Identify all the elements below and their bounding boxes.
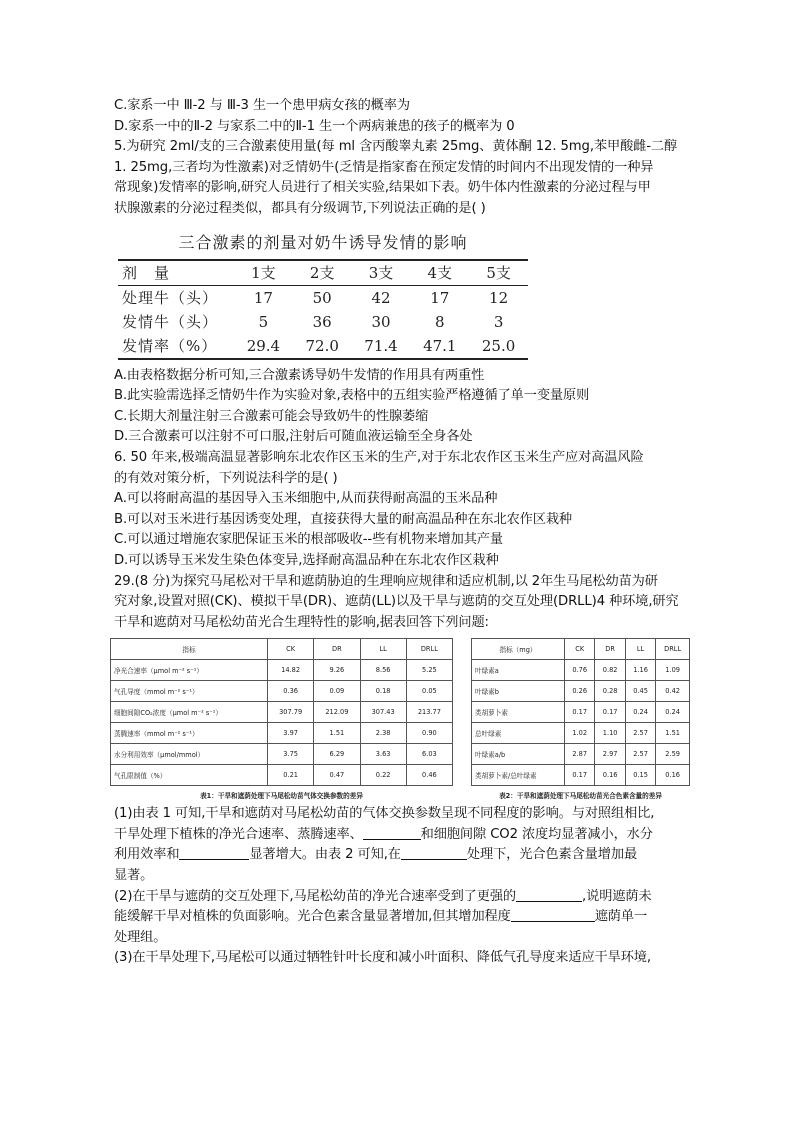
table-header-row xyxy=(118,260,528,286)
table-cell: 3.63 xyxy=(360,744,406,765)
table-cell: 0.82 xyxy=(595,660,625,681)
table-row xyxy=(118,310,528,334)
header-cell: LL xyxy=(360,639,406,660)
text-line: D.可以诱导玉米发生染色体变异,选择耐高温品种在东北农作区栽种 xyxy=(114,552,499,568)
table-cell: 29.4 xyxy=(234,334,293,359)
table-cell: 0.16 xyxy=(656,765,690,786)
text-line: A.可以将耐高温的基因导入玉米细胞中,从而获得耐高温的玉米品种 xyxy=(114,491,498,507)
text-line: 常现象)发情率的影响,研究人员进行了相关实验,结果如下表。奶牛体内性激素的分泌过程与甲 xyxy=(114,180,651,196)
table-cell: 0.18 xyxy=(360,681,406,702)
table-cell: 0.46 xyxy=(406,765,452,786)
text-line: 干旱和遮荫对马尾松幼苗光合生理特性的影响,据表回答下列问题: xyxy=(114,614,489,630)
text-line: (3)在干旱处理下,马尾松可以通过牺牲针叶长度和减小叶面积、降低气孔导度来适应干旱环境, xyxy=(114,950,651,966)
table-cell: 0.17 xyxy=(565,765,595,786)
text-line: 5.为研究 2ml/支的三合激素使用量(每 ml 含丙酸睾丸素 25mg、黄体酮 12. 5mg,苯甲酸雌-二醇 xyxy=(114,139,678,155)
table-cell: 30 xyxy=(371,312,391,331)
table-cell: 17 xyxy=(430,288,450,307)
text-line: 的有效对策分析，下列说法科学的是( ) xyxy=(114,470,338,486)
text-line: C.可以通过增施农家肥保证玉米的根部吸收--些有机物来增加其产量 xyxy=(114,532,503,548)
table-cell: 0.28 xyxy=(595,681,625,702)
row-label: 叶绿素a/b xyxy=(472,744,565,765)
hormone-dose-table xyxy=(118,230,528,360)
text-line xyxy=(114,887,684,908)
answer-blank[interactable] xyxy=(516,887,582,902)
table-cell: 307.79 xyxy=(268,702,314,723)
table-cell: 0.21 xyxy=(268,765,314,786)
header-cell: 指标（mg） xyxy=(472,639,565,660)
text-line: B.此实验需选择乏情奶牛作为实验对象,表格中的五组实验严格遵循了单一变量原则 xyxy=(114,388,590,404)
table-cell: 0.76 xyxy=(565,660,595,681)
table-row xyxy=(118,285,528,310)
text-segment: 遮荫单一 xyxy=(594,909,648,925)
table-cell: 71.4 xyxy=(352,334,411,359)
table-cell: 25.0 xyxy=(469,334,528,359)
text-line: 处理组。 xyxy=(114,929,167,945)
table-caption: 表2：干旱和遮荫处理下马尾松幼苗光合色素含量的差异 xyxy=(499,792,662,801)
table-header-row xyxy=(472,639,690,660)
text-line: 29.(8 分)为探究马尾松对干旱和遮荫胁迫的生理响应规律和适应机制,以 2年生马尾松幼苗为研 xyxy=(114,573,658,589)
text-segment: 显著增大。由表 2 可知,在 xyxy=(249,847,401,863)
text-line: 究对象,设置对照(CK)、模拟干旱(DR)、遮荫(LL)以及干旱与遮荫的交互处理(DRLL)4 种环境,研究 xyxy=(114,594,679,610)
answer-blank[interactable] xyxy=(511,907,595,922)
table-cell: 5 xyxy=(258,312,269,331)
text-line xyxy=(114,845,684,866)
header-cell: 1支 xyxy=(234,260,293,286)
table-cell: 0.15 xyxy=(625,765,655,786)
text-line xyxy=(114,907,684,928)
table-row xyxy=(472,765,690,786)
table-cell: 8.56 xyxy=(360,660,406,681)
table-cell: 307.43 xyxy=(360,702,406,723)
table-cell: 0.22 xyxy=(360,765,406,786)
row-label: 类胡萝卜素/总叶绿素 xyxy=(472,765,565,786)
table-cell: 0.09 xyxy=(314,681,360,702)
text-line xyxy=(114,825,684,846)
table-cell: 6.29 xyxy=(314,744,360,765)
table-row xyxy=(111,702,453,723)
table-cell: 3.97 xyxy=(268,723,314,744)
document-page xyxy=(114,96,684,969)
text-line: A.由表格数据分析可知,三合激素诱导奶牛发情的作用具有两重性 xyxy=(114,367,485,383)
row-label: 处理牛（头） xyxy=(122,289,219,308)
header-cell: 剂 量 xyxy=(118,260,234,286)
text-segment: 利用效率和 xyxy=(114,847,180,863)
table-cell: 2.57 xyxy=(625,744,655,765)
table-row xyxy=(472,744,690,765)
table-cell: 0.17 xyxy=(565,702,595,723)
table-cell: 1.51 xyxy=(314,723,360,744)
text-line: 6. 50 年来,极端高温显著影响东北农作区玉米的生产,对于东北农作区玉米生产应对高温风险 xyxy=(114,449,644,465)
text-segment: 和细胞间隙 CO2 浓度均显著减小，水分 xyxy=(420,826,653,842)
pigment-table xyxy=(471,638,690,800)
text-line: C.长期大剂量注射三合激素可能会导致奶牛的性腺萎缩 xyxy=(114,408,429,424)
table-cell: 72.0 xyxy=(293,334,352,359)
table-cell: 0.45 xyxy=(625,681,655,702)
header-cell: CK xyxy=(565,639,595,660)
table-cell: 6.03 xyxy=(406,744,452,765)
data-tables xyxy=(110,638,690,800)
table-row xyxy=(472,681,690,702)
questions xyxy=(114,804,684,969)
table-cell: 2.97 xyxy=(595,744,625,765)
header-cell: 4支 xyxy=(410,260,469,286)
table-row xyxy=(118,334,528,359)
table-cell: 3 xyxy=(493,312,504,331)
header-cell: DR xyxy=(595,639,625,660)
table-cell: 3.75 xyxy=(268,744,314,765)
table-row xyxy=(111,723,453,744)
text-line: D.三合激素可以注射不可口服,注射后可随血液运输至全身各处 xyxy=(114,429,473,445)
row-label: 气孔限制值（%） xyxy=(111,765,268,786)
table-header-row xyxy=(111,639,453,660)
text-line: D.家系一中的Ⅱ-2 与家系二中的Ⅱ-1 生一个两病兼患的孩子的概率为 0 xyxy=(114,118,515,134)
table-row xyxy=(472,723,690,744)
text-segment: (2)在干旱与遮荫的交互处理下,马尾松幼苗的净光合速率受到了更强的 xyxy=(114,888,517,904)
table-cell: 1.02 xyxy=(565,723,595,744)
text-line: C.家系一中 Ⅲ-2 与 Ⅲ-3 生一个患甲病女孩的概率为 xyxy=(114,98,410,113)
answer-blank[interactable] xyxy=(363,825,421,840)
row-label: 发情率（%） xyxy=(118,334,234,359)
table-cell: 0.05 xyxy=(406,681,452,702)
text-segment: 处理下，光合色素含量增加最 xyxy=(466,847,638,863)
table-cell: 0.47 xyxy=(314,765,360,786)
text-segment: 干旱处理下植株的净光合速率、蒸腾速率、 xyxy=(114,826,363,842)
table-cell: 0.90 xyxy=(406,723,452,744)
text-line: 显著。 xyxy=(114,868,154,884)
table-cell: 0.16 xyxy=(595,765,625,786)
row-label: 气孔导度（mmol m⁻² s⁻¹） xyxy=(111,681,268,702)
text-segment: ,说明遮荫未 xyxy=(582,888,652,904)
row-label: 叶绿素a xyxy=(472,660,565,681)
text-line: B.可以对玉米进行基因诱变处理，直接获得大量的耐高温品种在东北农作区栽种 xyxy=(114,511,573,527)
table-cell: 0.17 xyxy=(595,702,625,723)
table-cell: 0.26 xyxy=(565,681,595,702)
row-label: 类胡萝卜素 xyxy=(472,702,565,723)
table-row xyxy=(111,681,453,702)
table-row xyxy=(111,660,453,681)
table-cell: 1.10 xyxy=(595,723,625,744)
table-cell: 1.09 xyxy=(656,660,690,681)
table-cell: 1.51 xyxy=(656,723,690,744)
table-cell: 36 xyxy=(312,312,332,331)
header-cell: DRLL xyxy=(656,639,690,660)
table-cell: 2.87 xyxy=(565,744,595,765)
table-cell: 12 xyxy=(489,288,509,307)
table-cell: 0.42 xyxy=(656,681,690,702)
table-row xyxy=(111,744,453,765)
table-cell: 9.26 xyxy=(314,660,360,681)
gas-exchange-table xyxy=(110,638,453,800)
header-cell: LL xyxy=(625,639,655,660)
table-cell: 2.38 xyxy=(360,723,406,744)
header-cell: 5支 xyxy=(469,260,528,286)
table-cell: 0.24 xyxy=(625,702,655,723)
text-line: 状腺激素的分泌过程类似，都具有分级调节,下列说法正确的是( ) xyxy=(114,200,486,216)
header-cell: 2支 xyxy=(293,260,352,286)
header-cell: 指标 xyxy=(111,639,268,660)
table-cell: 50 xyxy=(312,288,332,307)
row-label: 细胞间隙CO₂浓度（μmol m⁻² s⁻¹） xyxy=(111,702,268,723)
header-cell: CK xyxy=(268,639,314,660)
table-caption: 三合激素的剂量对奶牛诱导发情的影响 xyxy=(178,232,468,252)
table-cell: 212.09 xyxy=(314,702,360,723)
header-cell: 3支 xyxy=(352,260,411,286)
table-cell: 47.1 xyxy=(410,334,469,359)
table-caption: 表1：干旱和遮荫处理下马尾松幼苗气体交换参数的差异 xyxy=(200,792,363,801)
answer-blank[interactable] xyxy=(179,845,249,860)
text-line: 1. 25mg,三者均为性激素)对乏情奶牛(乏情是指家畜在预定发情的时间内不出现发情的一种异 xyxy=(114,159,654,175)
text-segment: 能缓解干旱对植株的负面影响。光合色素含量显著增加,但其增加程度 xyxy=(114,909,511,925)
header-cell: DR xyxy=(314,639,360,660)
table-cell: 1.16 xyxy=(625,660,655,681)
header-cell: DRLL xyxy=(406,639,452,660)
table-cell: 213.77 xyxy=(406,702,452,723)
row-label: 净光合速率（μmol m⁻² s⁻¹） xyxy=(111,660,268,681)
table-cell: 8 xyxy=(435,312,445,331)
row-label: 叶绿素b xyxy=(472,681,565,702)
table-row xyxy=(111,765,453,786)
row-label: 发情牛（头） xyxy=(122,313,219,332)
table-cell: 17 xyxy=(253,288,273,307)
row-label: 水分利用效率（μmol/mmol） xyxy=(111,744,268,765)
table-cell: 42 xyxy=(371,288,391,307)
table-cell: 5.25 xyxy=(406,660,452,681)
table-row xyxy=(472,660,690,681)
row-label: 总叶绿素 xyxy=(472,723,565,744)
table-cell: 14.82 xyxy=(268,660,314,681)
table-cell: 0.36 xyxy=(268,681,314,702)
table-cell: 2.57 xyxy=(625,723,655,744)
mid-text xyxy=(114,366,684,634)
text-line: (1)由表 1 可知,干旱和遮荫对马尾松幼苗的气体交换参数呈现不同程度的影响。与对照组相比, xyxy=(114,806,655,822)
table-row xyxy=(472,702,690,723)
row-label: 蒸腾速率（mmol m⁻² s⁻¹） xyxy=(111,723,268,744)
table-cell: 2.59 xyxy=(656,744,690,765)
answer-blank[interactable] xyxy=(401,845,467,860)
table-cell: 0.24 xyxy=(656,702,690,723)
top-text xyxy=(114,96,684,220)
